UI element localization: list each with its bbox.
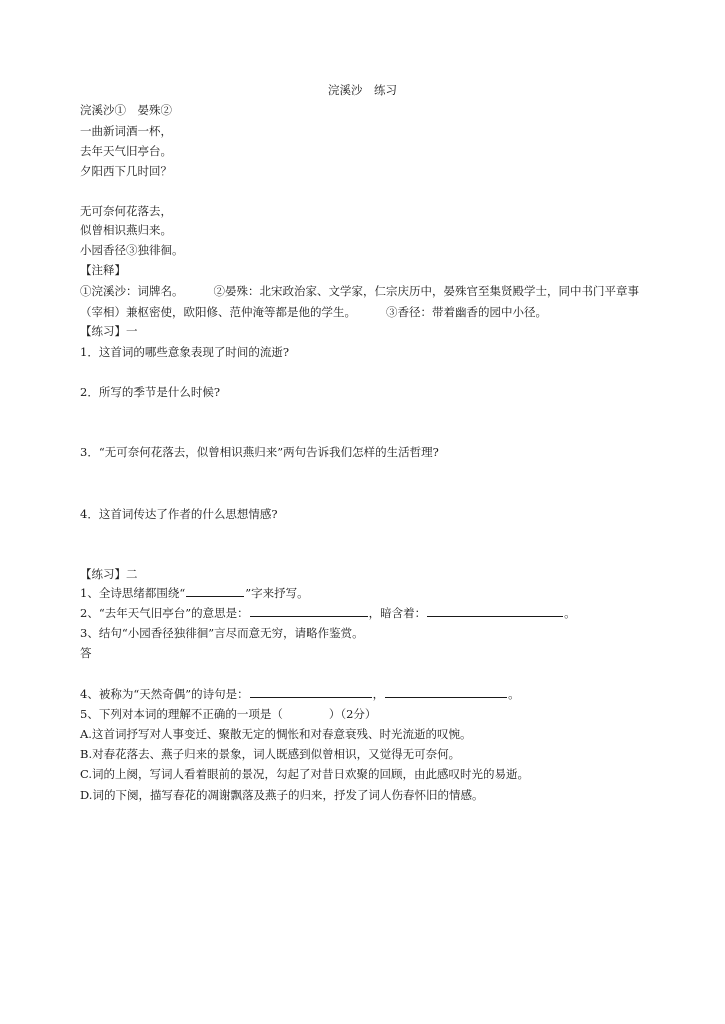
q2-meaning-blank[interactable] [250, 605, 368, 617]
exercise2-question-5: 5、下列对本词的理解不正确的一项是（ ）（2分） [80, 707, 377, 721]
exercise2-question-2 [80, 605, 576, 621]
page-title: 浣溪沙 练习 [328, 83, 397, 97]
poem-line-6: 小园香径③独徘徊。 [80, 243, 184, 257]
note-2: ②晏殊：北宋政治家、文学家，仁宗庆历中，晏殊官至集贤殿学士，同中书门平章事 [213, 284, 639, 298]
q2-implication-blank[interactable] [427, 605, 563, 617]
answer-label: 答 [80, 646, 92, 660]
note-3: ③香径：带着幽香的园中小径。 [386, 305, 547, 319]
poem-line-3: 夕阳西下几时回？ [80, 164, 172, 178]
option-a: A.这首词抒写对人事变迁、聚散无定的惆怅和对春意衰残、时光流逝的叹惋。 [80, 727, 472, 741]
q4-line-2-blank[interactable] [385, 686, 507, 698]
option-d: D.词的下阕，描写春花的凋谢飘落及燕子的归来，抒发了词人伤春怀旧的情感。 [80, 788, 484, 802]
exercise2-question-1 [80, 585, 309, 601]
exercise2-question-4 [80, 686, 520, 702]
notes-heading: 【注释】 [80, 263, 126, 277]
poem-line-4: 无可奈何花落去， [80, 204, 172, 218]
q1-text-start: 1、全诗思绪都围绕“ [80, 586, 186, 600]
note-2-continued: （宰相）兼枢密使，欧阳修、范仲淹等都是他的学生。 [80, 305, 356, 319]
exercise1-heading: 【练习】一 [80, 324, 138, 338]
poem-line-1: 一曲新词酒一杯， [80, 124, 172, 138]
q4-text-end: 。 [508, 687, 520, 701]
q2-text-end: 。 [564, 606, 576, 620]
q1-text-end: ”字来抒写。 [245, 586, 309, 600]
exercise1-question-2: 2．所写的季节是什么时候? [80, 385, 220, 399]
q1-answer-blank[interactable] [186, 585, 244, 597]
exercise1-question-1: 1．这首词的哪些意象表现了时间的流逝? [80, 345, 289, 359]
q2-text-start: 2、“去年天气旧亭台”的意思是： [80, 606, 249, 620]
exercise2-heading: 【练习】二 [80, 567, 138, 581]
q2-text-mid: ，暗含着： [368, 606, 427, 620]
q4-line-1-blank[interactable] [250, 686, 372, 698]
note-row-2 [80, 304, 547, 320]
q4-text-mid: ， [372, 687, 385, 701]
exercise1-question-4: 4．这首词传达了作者的什么思想情感? [80, 507, 278, 521]
option-b: B.对春花落去、燕子归来的景象，词人既感到似曾相识，又觉得无可奈何。 [80, 747, 461, 761]
option-c: C.词的上阕，写词人看着眼前的景况，勾起了对昔日欢聚的回顾，由此感叹时光的易逝。 [80, 767, 530, 781]
poem-heading: 浣溪沙① 晏殊② [80, 103, 172, 117]
note-1: ①浣溪沙：词牌名。 [80, 284, 184, 298]
poem-line-5: 似曾相识燕归来。 [80, 223, 172, 237]
note-row-1 [80, 283, 639, 299]
poem-line-2: 去年天气旧亭台。 [80, 144, 172, 158]
exercise2-question-3: 3、结句“小园香径独徘徊”言尽而意无穷，请略作鉴赏。 [80, 626, 364, 640]
q4-text-start: 4、被称为“天然奇偶”的诗句是： [80, 687, 249, 701]
exercise1-question-3: 3．“无可奈何花落去，似曾相识燕归来”两句告诉我们怎样的生活哲理? [80, 445, 439, 459]
